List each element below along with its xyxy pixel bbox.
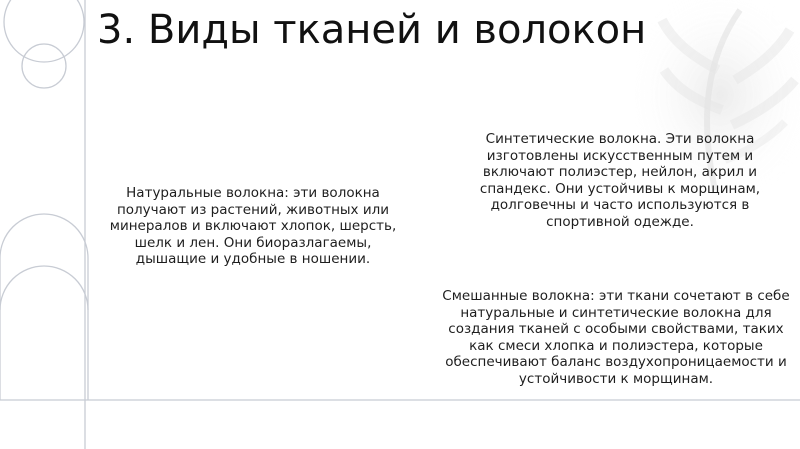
synthetic-fibers-text: Синтетические волокна. Эти волокна изготовлены искусственным путем и включают полиэстер, нейлон, акрил и спандекс. Они устойчивы к морщинам, долговечны и часто используются в спортивной одежде.: [479, 131, 761, 230]
mixed-fibers-text: Смешанные волокна: эти ткани сочетают в себе натуральные и синтетические волокна для создания тканей с особыми свойствами, таких как смеси хлопка и полиэстера, которые обеспечивают баланс воздухопроницаемости и устойчивости к морщинам.: [442, 288, 790, 387]
natural-fibers-text: Натуральные волокна: эти волокна получают из растений, животных или минералов и включают хлопок, шерсть, шелк и лен. Они биоразлагаемы, дышащие и удобные в ношении.: [109, 185, 397, 267]
slide-title: 3. Виды тканей и волокон: [97, 7, 647, 53]
